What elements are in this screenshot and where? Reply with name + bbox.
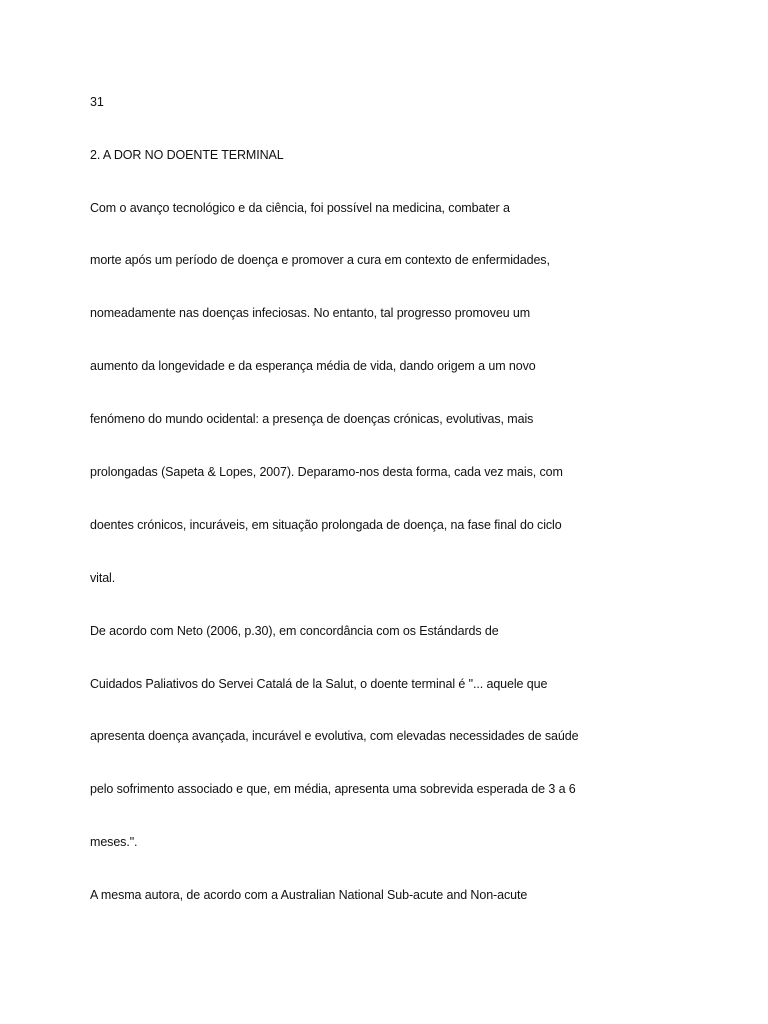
body-text-line: Cuidados Paliativos do Servei Catalá de la Salut, o doente terminal é "... aquele que <box>90 677 548 691</box>
body-text-line: pelo sofrimento associado e que, em média, apresenta uma sobrevida esperada de 3 a 6 <box>90 782 576 796</box>
body-text-line: De acordo com Neto (2006, p.30), em concordância com os Estándards de <box>90 624 499 638</box>
body-text-line: prolongadas (Sapeta & Lopes, 2007). Deparamo-nos desta forma, cada vez mais, com <box>90 465 563 479</box>
body-text-line: Com o avanço tecnológico e da ciência, foi possível na medicina, combater a <box>90 201 510 215</box>
section-heading: 2. A DOR NO DOENTE TERMINAL <box>90 148 284 162</box>
body-text-line: aumento da longevidade e da esperança média de vida, dando origem a um novo <box>90 359 536 373</box>
body-text-line: morte após um período de doença e promover a cura em contexto de enfermidades, <box>90 253 550 267</box>
body-text-line: meses.". <box>90 835 138 849</box>
body-text-line: fenómeno do mundo ocidental: a presença de doenças crónicas, evolutivas, mais <box>90 412 534 426</box>
body-text-line: A mesma autora, de acordo com a Australian National Sub-acute and Non-acute <box>90 888 528 902</box>
body-text-line: apresenta doença avançada, incurável e evolutiva, com elevadas necessidades de saúde <box>90 729 579 743</box>
page-number: 31 <box>90 95 104 109</box>
body-text-line: nomeadamente nas doenças infeciosas. No entanto, tal progresso promoveu um <box>90 306 531 320</box>
body-text-line: doentes crónicos, incuráveis, em situação prolongada de doença, na fase final do ciclo <box>90 518 562 532</box>
body-text-line: vital. <box>90 571 116 585</box>
